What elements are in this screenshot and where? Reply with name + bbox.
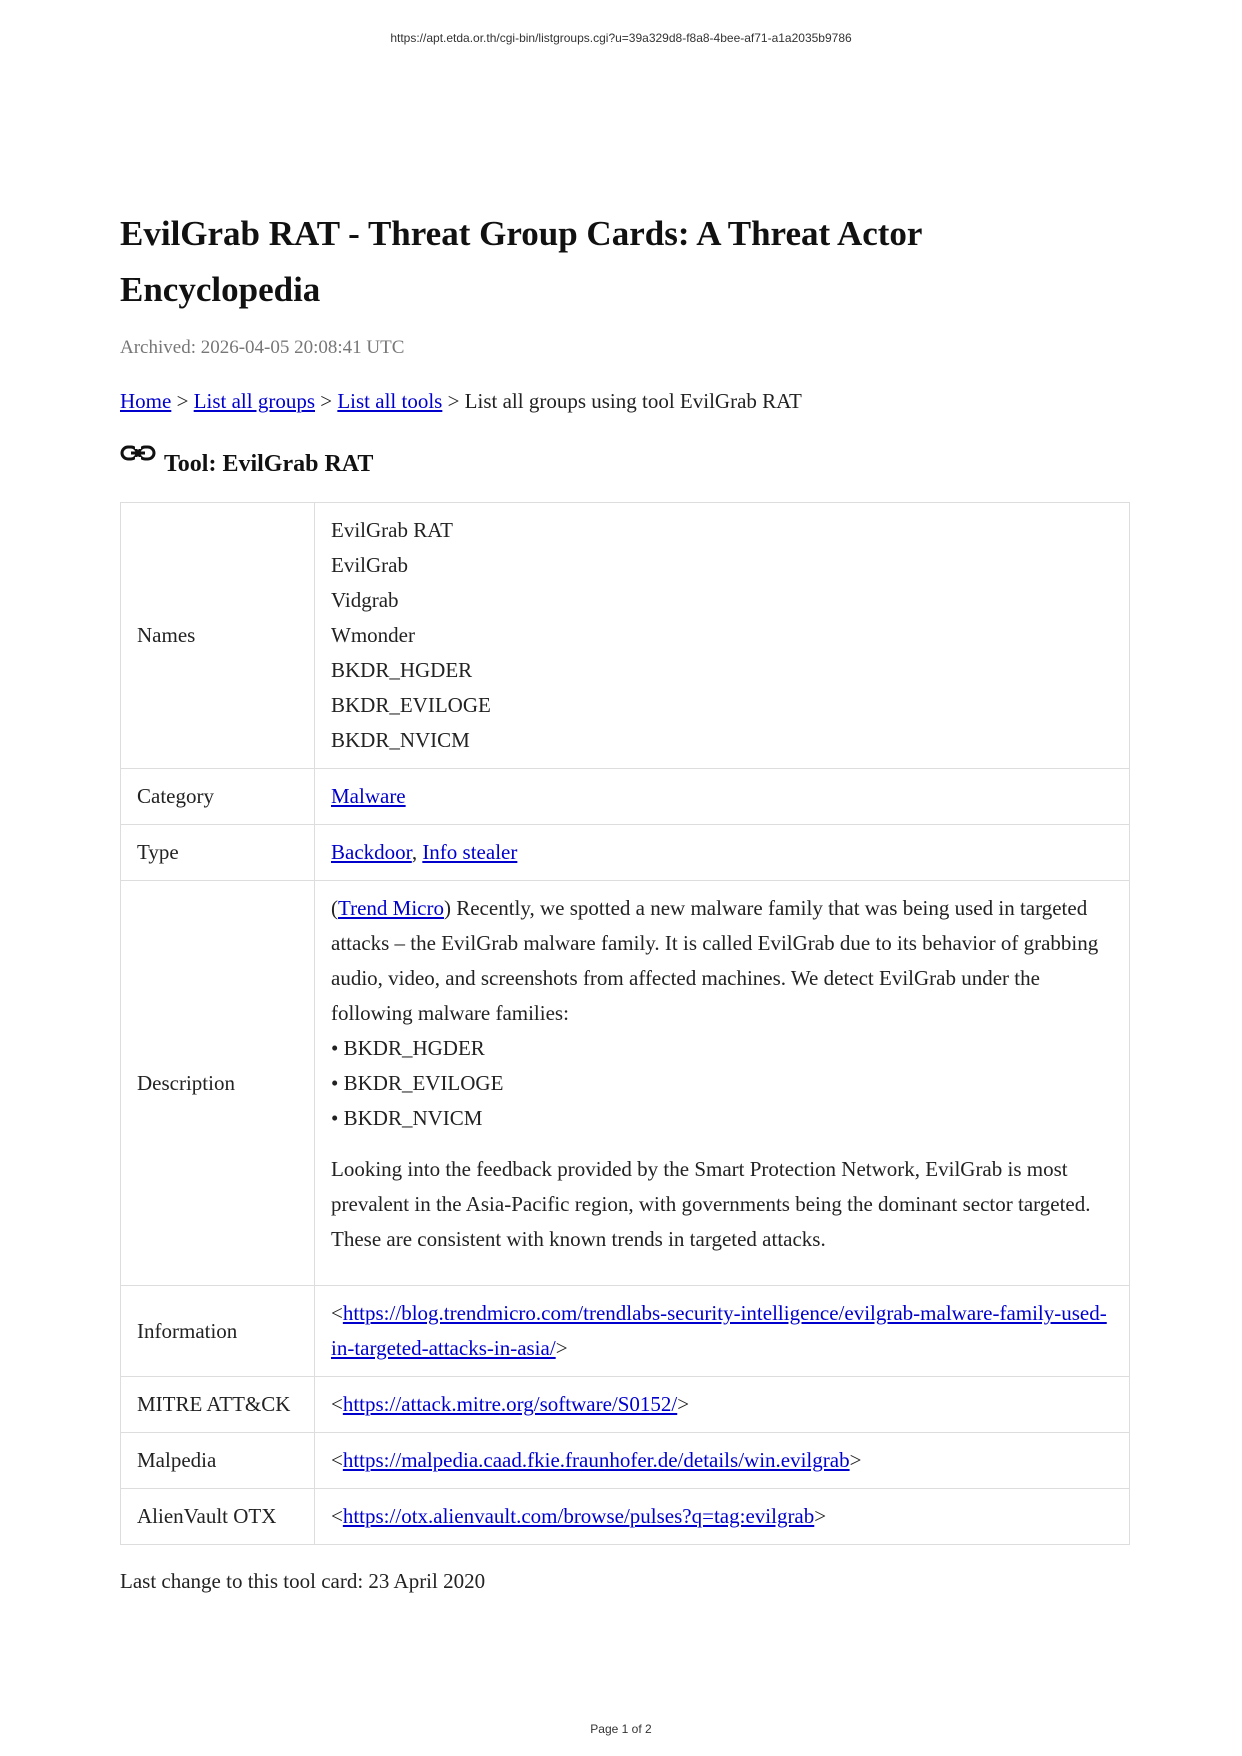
names-value (315, 503, 1130, 769)
bracket: < (331, 1392, 343, 1416)
table-row-category (121, 769, 1130, 825)
information-link[interactable]: https://blog.trendmicro.com/trendlabs-security-intelligence/evilgrab-malware-family-used-in-targeted-attacks-in-asia/ (331, 1301, 1107, 1360)
otx-label: AlienVault OTX (121, 1489, 315, 1545)
name-item: EvilGrab (331, 553, 408, 577)
malpedia-link[interactable]: https://malpedia.caad.fkie.fraunhofer.de/details/win.evilgrab (342, 1448, 850, 1472)
table-row-mitre (121, 1377, 1130, 1433)
table-row-description (121, 881, 1130, 1286)
bracket: < (331, 1301, 343, 1325)
type-separator: , (411, 840, 423, 864)
description-text: ) Recently, we spotted a new malware family that was being used in targeted attacks – the EvilGrab malware family. It is called EvilGrab due to its behavior of grabbing audio, video, and screenshots from affected machines. We detect EvilGrab under the following malware families: (331, 896, 1099, 1025)
table-row-names (121, 503, 1130, 769)
print-header-url: https://apt.etda.or.th/cgi-bin/listgroups.cgi?u=39a329d8-f8a8-4bee-af71-a1a2035b9786 (390, 31, 852, 45)
bracket: > (814, 1504, 827, 1528)
main-content (120, 206, 1130, 1597)
breadcrumb (120, 386, 1130, 416)
source-trend-micro-link[interactable]: Trend Micro (338, 896, 444, 920)
breadcrumb-separator: > (315, 389, 338, 413)
table-row-type (121, 825, 1130, 881)
description-label: Description (121, 881, 315, 1286)
tool-card-table (120, 502, 1130, 1545)
breadcrumb-tools-link[interactable]: List all tools (337, 389, 443, 413)
mitre-label: MITRE ATT&CK (121, 1377, 315, 1433)
mitre-value (315, 1377, 1130, 1433)
name-item: BKDR_HGDER (331, 658, 473, 682)
names-label: Names (121, 503, 315, 769)
last-change-note: Last change to this tool card: 23 April 2020 (120, 1569, 486, 1593)
description-value (315, 881, 1130, 1286)
name-item: EvilGrab RAT (331, 518, 453, 542)
tool-heading-text: Tool: EvilGrab RAT (164, 451, 374, 477)
information-value (315, 1286, 1130, 1377)
otx-link[interactable]: https://otx.alienvault.com/browse/pulses?q=tag:evilgrab (342, 1504, 815, 1528)
link-icon (120, 442, 156, 466)
bracket: < (331, 1448, 343, 1472)
description-paragraph (331, 891, 1113, 1031)
category-label: Category (121, 769, 315, 825)
page-number: Page 1 of 2 (590, 1722, 652, 1736)
description-paren: ( (331, 896, 338, 920)
page-title: EvilGrab RAT - Threat Group Cards: A Threat Actor Encyclopedia (120, 214, 922, 309)
bracket: > (849, 1448, 862, 1472)
malpedia-label: Malpedia (121, 1433, 315, 1489)
mitre-link[interactable]: https://attack.mitre.org/software/S0152/ (342, 1392, 678, 1416)
type-value (315, 825, 1130, 881)
bracket: < (331, 1504, 343, 1528)
description-bullet: • BKDR_NVICM (331, 1106, 483, 1130)
table-row-malpedia (121, 1433, 1130, 1489)
bracket: > (677, 1392, 690, 1416)
table-row-otx (121, 1489, 1130, 1545)
bracket: > (555, 1336, 568, 1360)
breadcrumb-home-link[interactable]: Home (120, 389, 172, 413)
tool-heading (120, 448, 1130, 480)
name-item: Wmonder (331, 623, 415, 647)
otx-value (315, 1489, 1130, 1545)
type-label: Type (121, 825, 315, 881)
name-item: BKDR_EVILOGE (331, 693, 491, 717)
breadcrumb-groups-link[interactable]: List all groups (193, 389, 315, 413)
breadcrumb-separator: > (171, 389, 194, 413)
type-info-stealer-link[interactable]: Info stealer (422, 840, 518, 864)
name-item: BKDR_NVICM (331, 728, 470, 752)
category-value (315, 769, 1130, 825)
table-row-information (121, 1286, 1130, 1377)
description-paragraph-2: Looking into the feedback provided by the Smart Protection Network, EvilGrab is most prevalent in the Asia-Pacific region, with governments being the dominant sector targeted. These are consistent with known trends in targeted attacks. (331, 1157, 1091, 1251)
category-malware-link[interactable]: Malware (331, 784, 406, 808)
malpedia-value (315, 1433, 1130, 1489)
description-bullet: • BKDR_EVILOGE (331, 1071, 504, 1095)
archived-timestamp: Archived: 2026-04-05 20:08:41 UTC (120, 337, 405, 358)
information-label: Information (121, 1286, 315, 1377)
description-bullet: • BKDR_HGDER (331, 1036, 485, 1060)
type-backdoor-link[interactable]: Backdoor (331, 840, 412, 864)
name-item: Vidgrab (331, 588, 399, 612)
breadcrumb-current: > List all groups using tool EvilGrab RAT (442, 389, 802, 413)
